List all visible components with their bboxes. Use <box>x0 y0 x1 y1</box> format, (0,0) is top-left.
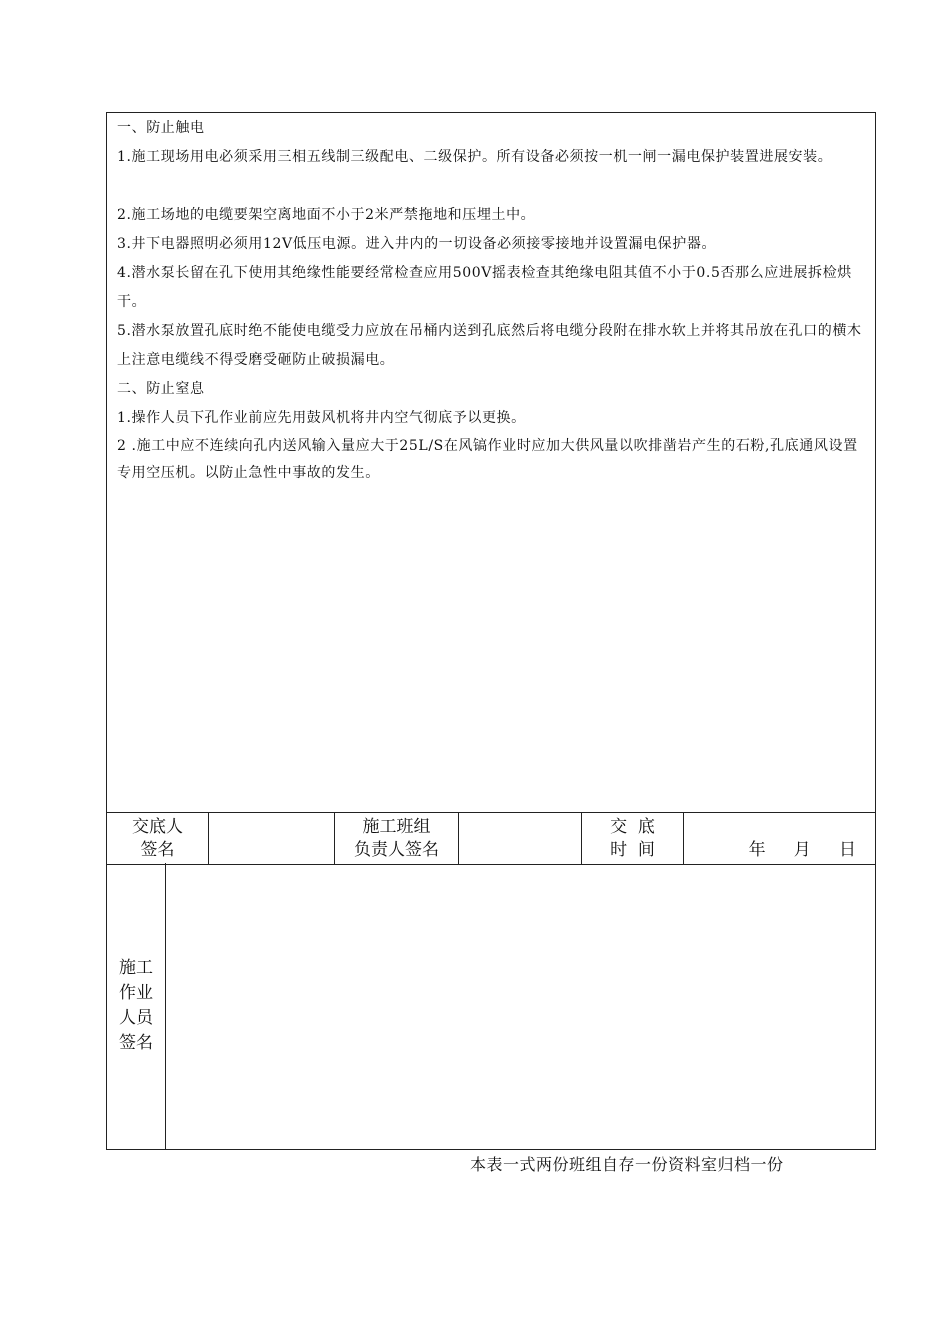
label-line: 签名 <box>140 839 175 860</box>
label-line: 交底人 <box>132 816 183 837</box>
workers-signature-area[interactable] <box>166 863 875 1149</box>
footer-note: 本表一式两份班组自存一份资料室归档一份 <box>470 1155 784 1174</box>
label-line: 施工 <box>119 958 153 978</box>
label-line: 施工班组 <box>362 816 431 837</box>
list-item: 2.施工场地的电缆要架空离地面不小于2米严禁拖地和压埋土中。 <box>117 207 536 223</box>
list-item: 1.操作人员下孔作业前应先用鼓风机将井内空气彻底予以更换。 <box>117 410 526 426</box>
label-line: 交 底 <box>610 816 655 837</box>
list-item: 5.潜水泵放置孔底时绝不能使电缆受力应放在吊桶内送到孔底然后将电缆分段附在排水软上并将其吊放在孔口的横木上注意电缆线不得受磨受砸防止破损漏电。 <box>117 323 862 368</box>
handover-person-label <box>107 813 209 864</box>
signature-row <box>107 812 875 865</box>
label-line: 作业 <box>119 983 153 1003</box>
workers-signature-block <box>107 863 875 1149</box>
list-item: 2 .施工中应不连续向孔内送风输入量应大于25L/S在风镐作业时应加大供风量以吹排凿岩产生的石粉,孔底通风设置专用空压机。以防止急性中事故的发生。 <box>117 438 858 481</box>
section-title-suffocation: 二、防止窒息 <box>117 381 205 397</box>
label-line: 时 间 <box>610 839 655 860</box>
disclosure-content <box>107 113 875 813</box>
section-title-electric-shock: 一、防止触电 <box>117 120 205 136</box>
handover-time-label <box>582 813 684 864</box>
label-line: 签名 <box>119 1033 153 1053</box>
workers-label <box>107 863 166 1149</box>
handover-person-signature-field[interactable] <box>209 813 335 864</box>
team-leader-signature-field[interactable] <box>459 813 582 864</box>
disclosure-form <box>106 112 876 1150</box>
list-item: 4.潜水泵长留在孔下使用其绝缘性能要经常检查应用500V摇表检查其绝缘电阻其值不小于0.5否那么应进展拆检烘干。 <box>117 265 852 310</box>
handover-date-field[interactable] <box>684 813 875 864</box>
list-item: 1.施工现场用电必须采用三相五线制三级配电、二级保护。所有设备必须按一机一闸一漏电保护装置进展安装。 <box>117 149 833 165</box>
label-line: 负责人签名 <box>354 839 439 860</box>
label-line: 人员 <box>119 1008 153 1028</box>
date-placeholder: 年 月 日 <box>748 840 859 860</box>
list-item: 3.井下电器照明必须用12V低压电源。进入井内的一切设备必须接零接地并设置漏电保护器。 <box>117 236 717 252</box>
team-leader-label <box>335 813 459 864</box>
